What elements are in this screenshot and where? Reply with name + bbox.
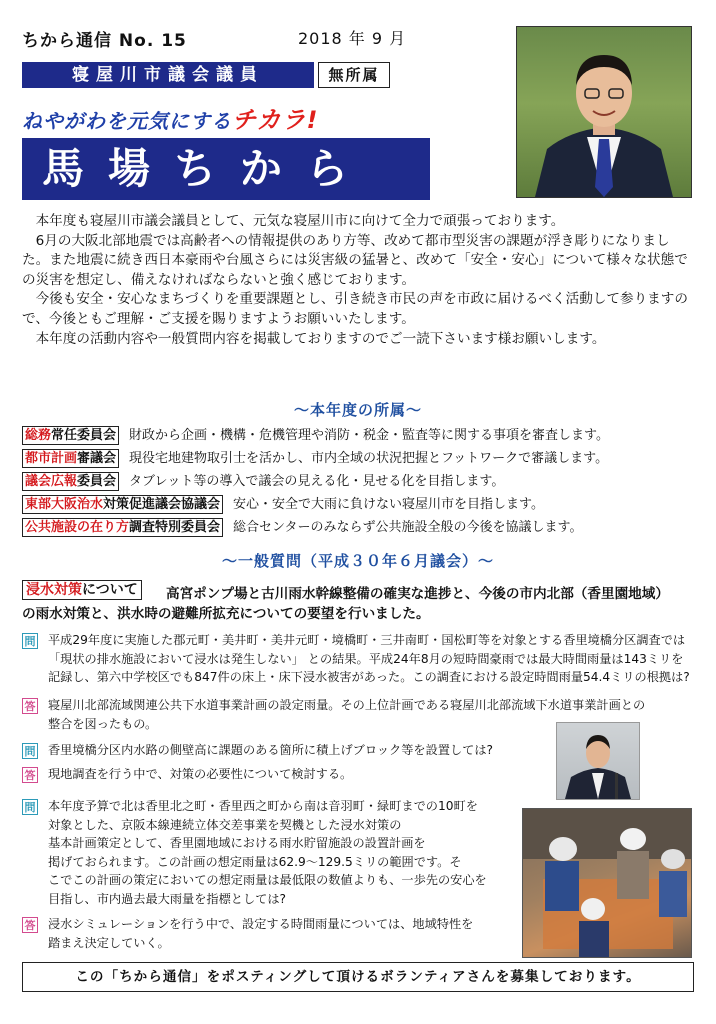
question-mark-icon: 問 [22, 633, 38, 649]
qa-line: 香里境橋分区内水路の側壁高に課題のある箇所に積上げブロック等を設置しては? [48, 743, 493, 757]
intro-text [22, 212, 694, 349]
qa-line: 目指し、市内過去最大雨量を指標としては? [48, 891, 287, 906]
committee-tag [22, 449, 119, 468]
qa-line: 現地調査を行う中で、対策の必要性について検討する。 [48, 767, 353, 781]
committee-desc: 安心・安全で大雨に負けない寝屋川市を目指します。 [233, 497, 544, 512]
committee-row [22, 518, 702, 536]
section-title-committees: ～本年度の所属～ [293, 401, 422, 419]
question-mark-icon: 問 [22, 799, 38, 815]
qa-item [22, 765, 542, 784]
intro-paragraph-1: 本年度も寝屋川市議会議員として、元気な寝屋川市に向けて全力で頑張っております。 [35, 213, 565, 229]
qa-line: 基本計画策定として、香里園地域における雨水貯留施設の設置計画を [48, 836, 426, 850]
section-title-question: ～一般質問（平成３０年６月議会）～ [221, 552, 494, 570]
committee-tag-red: 議会広報 [25, 474, 78, 489]
committee-tag-red: 公共施設の在り方 [25, 520, 130, 535]
qa-line: 「現状の排水施設において浸水は発生しない」 との結果。平成24年8月の短時間豪雨では最大時間雨量は143ミリを [48, 651, 684, 666]
answer-mark-icon: 答 [22, 698, 38, 714]
committee-row [22, 472, 702, 490]
slogan-accent: チカラ [232, 106, 307, 134]
qa-item [22, 741, 542, 760]
question-topic-red: 浸水対策 [26, 582, 82, 598]
committee-tag-rest: 対策促進議会協議会 [103, 497, 221, 512]
intro-paragraph-3: 今後も安全・安心なまちづくりを重要課題とし、引き続き市民の声を市政に届けるべく活動して参りますので、今後ともご理解・ご支援を賜りますようお願いいたします。 [22, 291, 688, 327]
committee-tag [22, 495, 223, 514]
committee-desc: 現役宅地建物取引士を活かし、市内全域の状況把握とフットワークで審議します。 [129, 451, 609, 466]
committee-tag [22, 426, 119, 445]
qa-line: 記録し、第六中学校区でも847件の床上・床下浸水被害があった。この調査における設定時間雨量54.4ミリの根拠は? [48, 670, 690, 684]
committee-desc: 総合センターのみならず公共施設全般の今後を協議します。 [233, 520, 583, 535]
issue-date: 2018 年 9 月 [298, 29, 407, 48]
site-inspection-photo [522, 808, 692, 958]
qa-line: こでこの計画の策定においての想定雨量は最低限の数値よりも、一歩先の安心を [48, 873, 487, 887]
qa-line: 掲げておられます。この計画の想定雨量は62.9～129.5ミリの範囲です。そ [48, 854, 462, 869]
committee-row [22, 426, 702, 444]
committee-tag-rest: 審議会 [77, 451, 117, 466]
slogan-end: ! [306, 106, 319, 134]
qa-item [22, 631, 698, 687]
slogan [22, 100, 318, 135]
committee-tag-red: 都市計画 [25, 451, 78, 466]
qa-item [22, 797, 522, 908]
intro-paragraph-4: 本年度の活動内容や一般質問内容を掲載しておりますのでご一読下さいます様お願いします。 [35, 330, 606, 347]
committee-tag-red: 総務 [25, 428, 52, 443]
speaking-photo [556, 722, 640, 800]
qa-item [22, 915, 522, 952]
committee-tag-red: 東部大阪治水 [25, 497, 104, 512]
qa-line: 整合を図ったもの。 [48, 716, 158, 731]
qa-line: 対象とした、京阪本線連続立体交差事業を契機とした浸水対策の [48, 817, 402, 832]
intro-paragraph-2: 6月の大阪北部地震では高齢者への情報提供のあり方等、改めて都市型災害の課題が浮き彫りになりました。また地震に続き西日本豪雨や台風さらには災害級の猛暑と、改めて「安全・安心」について様々な状態での災害を想定し、備えなければならないと強く感じております。 [22, 232, 688, 288]
qa-line: 浸水シミュレーションを行う中で、設定する時間雨量については、地域特性を [48, 917, 474, 931]
committee-tag [22, 518, 223, 537]
committee-desc: 財政から企画・機構・危機管理や消防・税金・監査等に関する事項を審査します。 [129, 428, 609, 443]
question-summary-line1: 高宮ポンプ場と古川雨水幹線整備の確実な進捗と、今後の市内北部（香里園地域） [166, 586, 669, 602]
councillor-name: 馬場ちから [22, 138, 430, 200]
question-summary-line2: の雨水対策と、洪水時の避難所拡充についての要望を行いました。 [22, 606, 430, 622]
committee-row [22, 495, 702, 513]
question-mark-icon: 問 [22, 743, 38, 759]
speaking-illustration [557, 723, 639, 799]
committee-tag-rest: 調査特別委員会 [129, 520, 221, 535]
qa-line: 寝屋川北部流域関連公共下水道事業計画の設定雨量。その上位計画である寝屋川北部流域下水道事業計画との [48, 698, 646, 712]
qa-line: 平成29年度に実施した郡元町・美井町・美井元町・境橋町・三井南町・国松町等を対象とする香里境橋分区調査では [48, 633, 686, 647]
answer-mark-icon: 答 [22, 917, 38, 933]
slogan-main: ねやがわを元気にする [22, 109, 232, 133]
committee-row [22, 449, 702, 467]
qa-line: 本年度予算で北は香里北之町・香里西之町から南は音羽町・緑町までの10町を [48, 799, 478, 813]
committee-tag-rest: 委員会 [77, 474, 117, 489]
question-topic-tag [22, 580, 142, 600]
site-illustration [523, 809, 691, 957]
portrait-illustration [517, 27, 691, 197]
committee-desc: タブレット等の導入で議会の見える化・見せる化を目指します。 [129, 474, 505, 489]
volunteer-footer: この「ちから通信」をポスティングして頂けるボランティアさんを募集しております。 [22, 962, 694, 992]
position-banner: 寝屋川市議会議員 [22, 62, 314, 88]
committee-tag [22, 472, 119, 491]
party-label: 無所属 [318, 62, 390, 88]
answer-mark-icon: 答 [22, 767, 38, 783]
qa-line: 踏まえ決定していく。 [48, 935, 170, 950]
question-topic-rest: について [82, 582, 138, 598]
issue-number: ちから通信 No. 15 [22, 31, 187, 51]
committee-tag-rest: 常任委員会 [51, 428, 117, 443]
portrait-photo [516, 26, 692, 198]
